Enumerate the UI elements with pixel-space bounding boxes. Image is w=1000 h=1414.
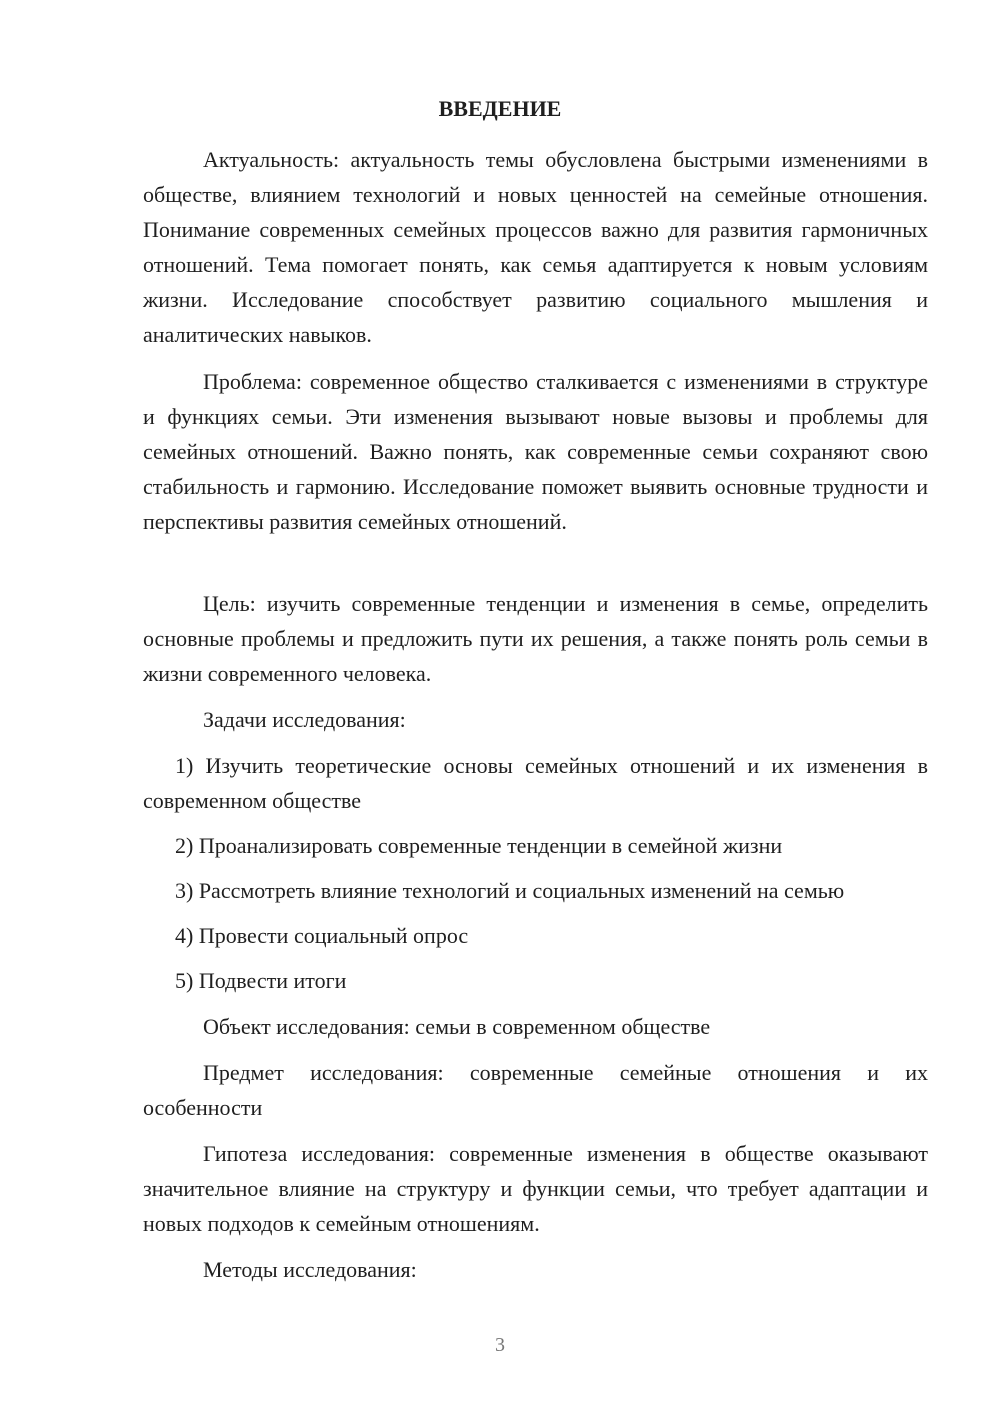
page-number: 3	[495, 1334, 505, 1356]
task-item-3: 3) Рассмотреть влияние технологий и социальных изменений на семью	[175, 878, 845, 903]
task-item-2: 2) Проанализировать современные тенденции в семейной жизни	[175, 833, 783, 858]
hypothesis-paragraph: Гипотеза исследования: современные изменения в обществе оказывают значительное влияние на структуру и функции семьи, что требует адаптации и новых подходов к семейным отношениям.	[143, 1141, 928, 1236]
subject-paragraph: Предмет исследования: современные семейные отношения и их особенности	[143, 1060, 928, 1120]
task-item-4: 4) Провести социальный опрос	[175, 923, 469, 948]
goal-paragraph: Цель: изучить современные тенденции и изменения в семье, определить основные проблемы и предложить пути их решения, а также понять роль семьи в жизни современного человека.	[143, 591, 928, 686]
tasks-heading: Задачи исследования:	[203, 707, 406, 732]
page-title: ВВЕДЕНИЕ	[438, 96, 562, 121]
object-paragraph: Объект исследования: семьи в современном обществе	[203, 1014, 711, 1039]
relevance-paragraph: Актуальность: актуальность темы обусловлена быстрыми изменениями в обществе, влиянием технологий и новых ценностей на семейные отношения. Понимание современных семейных процессов важно для развития гармоничных отношений. Тема помогает понять, как семья адаптируется к новым условиям жизни. Исследование способствует развитию социального мышления и аналитических навыков.	[143, 147, 928, 347]
task-item-1: 1) Изучить теоретические основы семейных отношений и их изменения в современном обществе	[143, 753, 928, 813]
task-item-5: 5) Подвести итоги	[175, 968, 347, 993]
methods-heading: Методы исследования:	[203, 1257, 417, 1282]
problem-paragraph: Проблема: современное общество сталкивается с изменениями в структуре и функциях семьи. Эти изменения вызывают новые вызовы и проблемы для семейных отношений. Важно понять, как современные семьи сохраняют свою стабильность и гармонию. Исследование поможет выявить основные трудности и перспективы развития семейных отношений.	[143, 369, 928, 534]
